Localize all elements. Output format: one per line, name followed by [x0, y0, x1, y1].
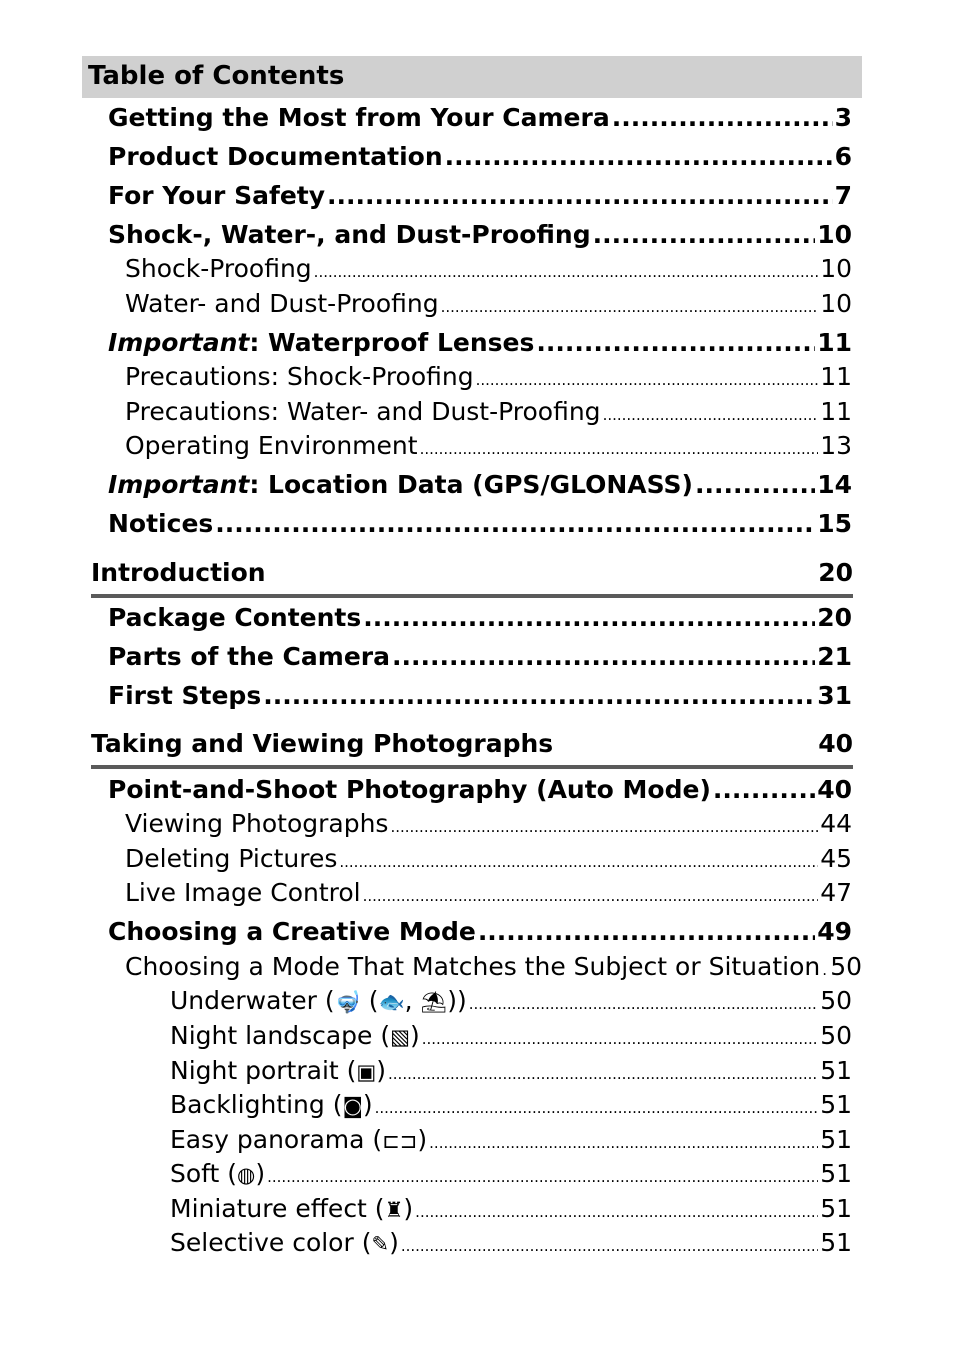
- toc-entry[interactable]: Important: Waterproof Lenses ..... 11: [108, 327, 852, 359]
- toc-entry[interactable]: Choosing a Creative Mode ..... 49: [108, 916, 852, 948]
- toc-subentry[interactable]: Precautions: Water- and Dust-Proofing ..... 11: [125, 396, 852, 431]
- page-number: 51: [820, 1125, 852, 1154]
- page-number: 11: [817, 328, 852, 357]
- beach-icon: ⛱: [420, 990, 448, 1014]
- toc-entry[interactable]: Notices ..... 15: [108, 508, 852, 540]
- page-number: 10: [820, 289, 852, 318]
- page-number: 51: [820, 1056, 852, 1085]
- page-number: 40: [818, 729, 853, 758]
- page-number: 11: [820, 362, 852, 391]
- page-number: 7: [834, 181, 852, 210]
- toc-subentry[interactable]: Viewing Photographs ..... 44: [125, 808, 852, 843]
- toc-entry[interactable]: Shock-, Water-, and Dust-Proofing ..... 10: [108, 219, 852, 251]
- chapter-heading-introduction[interactable]: Introduction 20: [91, 556, 853, 598]
- toc-entry[interactable]: Parts of the Camera ..... 21: [108, 641, 852, 673]
- eyedropper-icon: ✎: [371, 1232, 390, 1256]
- toc-entry[interactable]: Important: Location Data (GPS/GLONASS) ..... 14: [108, 469, 852, 501]
- night-portrait-icon: ▣: [356, 1060, 377, 1084]
- page-number: 44: [820, 809, 852, 838]
- toc-subsubentry[interactable]: Selective color (✎) ..... 51: [170, 1227, 852, 1262]
- page-number: 31: [817, 681, 852, 710]
- page-number: 40: [817, 775, 852, 804]
- chapter-heading-taking-and-viewing[interactable]: Taking and Viewing Photographs 40: [91, 727, 853, 769]
- miniature-icon: ♜: [384, 1198, 404, 1222]
- page-number: 45: [820, 844, 852, 873]
- toc-subentry[interactable]: Deleting Pictures ..... 45: [125, 843, 852, 878]
- page-number: 51: [820, 1159, 852, 1188]
- page-number: 14: [817, 470, 852, 499]
- diver-icon: 🤿: [334, 990, 361, 1014]
- toc-subsubentry[interactable]: Soft (◍) ..... 51: [170, 1158, 852, 1193]
- toc-subentry[interactable]: Choosing a Mode That Matches the Subject or Situation ..... 50: [125, 951, 852, 986]
- page-title: Table of Contents: [88, 61, 345, 91]
- page-number: 51: [820, 1194, 852, 1223]
- toc-entry[interactable]: Getting the Most from Your Camera ..... 3: [108, 102, 852, 134]
- page-number: 50: [830, 952, 863, 981]
- page-number: 51: [820, 1228, 852, 1257]
- toc-subsubentry[interactable]: Miniature effect (♜) ..... 51: [170, 1193, 852, 1228]
- page-number: 50: [820, 1021, 852, 1050]
- soft-icon: ◍: [237, 1163, 256, 1187]
- page-number: 6: [834, 142, 852, 171]
- page-number: 15: [817, 509, 852, 538]
- toc-subsubentry[interactable]: Night portrait (▣) ..... 51: [170, 1055, 852, 1090]
- page-number: 47: [820, 878, 852, 907]
- page-number: 13: [820, 431, 852, 460]
- toc-subentry[interactable]: Shock-Proofing ..... 10: [125, 253, 852, 288]
- toc-entry[interactable]: First Steps ..... 31: [108, 680, 852, 712]
- toc-subentry[interactable]: Live Image Control ..... 47: [125, 877, 852, 912]
- page-number: 21: [817, 642, 852, 671]
- toc-entry[interactable]: Package Contents ..... 20: [108, 602, 852, 634]
- fish-icon: 🐟: [378, 990, 405, 1014]
- toc-subsubentry[interactable]: Night landscape (▧) ..... 50: [170, 1020, 852, 1055]
- toc-subentry[interactable]: Operating Environment ..... 13: [125, 430, 852, 465]
- toc-subsubentry[interactable]: Underwater (🤿 (🐟, ⛱)) ..... 50: [170, 985, 852, 1020]
- toc-subsubentry[interactable]: Backlighting (◙) ..... 51: [170, 1089, 852, 1124]
- page-number: 3: [834, 103, 852, 132]
- toc-subentry[interactable]: Water- and Dust-Proofing ..... 10: [125, 288, 852, 323]
- toc-subentry[interactable]: Precautions: Shock-Proofing ..... 11: [125, 361, 852, 396]
- page-number: 11: [820, 397, 852, 426]
- night-landscape-icon: ▧: [390, 1025, 410, 1049]
- page-number: 50: [820, 986, 852, 1015]
- toc-entry[interactable]: Point-and-Shoot Photography (Auto Mode) ..... 40: [108, 774, 852, 806]
- toc-subsubentry[interactable]: Easy panorama (⊏⊐) ..... 51: [170, 1124, 852, 1159]
- page-number: 20: [817, 603, 852, 632]
- page-number: 10: [817, 220, 852, 249]
- page-number: 10: [820, 254, 852, 283]
- toc-entry[interactable]: For Your Safety ..... 7: [108, 180, 852, 212]
- page-number: 49: [817, 917, 852, 946]
- page-number: 51: [820, 1090, 852, 1119]
- backlight-icon: ◙: [342, 1094, 363, 1118]
- panorama-icon: ⊏⊐: [382, 1129, 418, 1153]
- toc-entry[interactable]: Product Documentation ..... 6: [108, 141, 852, 173]
- page-number: 20: [818, 558, 853, 587]
